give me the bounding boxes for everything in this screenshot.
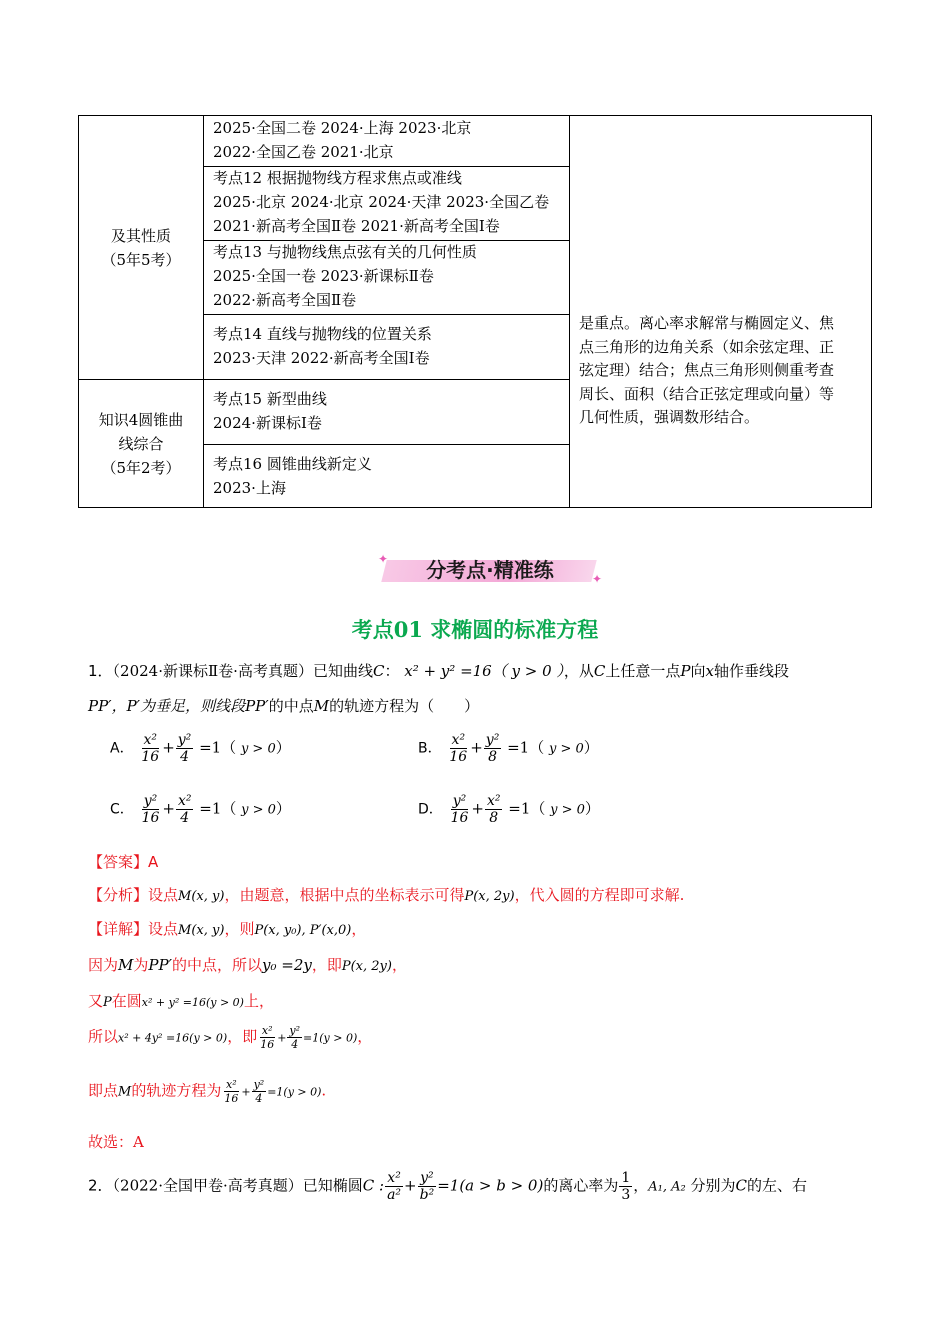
detail-2: 因为M为PP′的中点，所以y₀ =2y，即P(x, 2y)， [88, 956, 407, 974]
section-banner: ✦ ✦ 分考点·精准练 [378, 552, 603, 586]
exam-table [78, 115, 872, 508]
q2-stem: 2．（2022·全国甲卷·高考真题）已知椭圆C : $\frac{\text{x²}}{\text{a²}}$ + $\frac{\text{y²}}{\text{b²}}$ =1(a > b > 0)的离心率为 $\frac{1}{3}$ ，A₁, A₂ 分别为C的左、右 [88, 1170, 808, 1203]
option-d[interactable]: D． $\frac{\text{y²}}{16}$ + $\frac{\text{x²}}{8}$ =1（ y > 0） [418, 793, 600, 826]
q1-stem-2: PP′，P′为垂足，则线段PP′的中点M的轨迹方程为（ ） [88, 697, 480, 715]
option-b[interactable]: B． $\frac{\text{x²}}{16}$ + $\frac{\text{y²}}{8}$ =1（ y > 0） [418, 732, 599, 765]
detail-3: 又P在圆x² + y² =16(y > 0)上， [88, 992, 274, 1010]
sparkle-icon: ✦ [378, 552, 389, 566]
option-a[interactable]: A． $\frac{\text{x²}}{16}$ + $\frac{\text{y²}}{4}$ =1（ y > 0） [110, 732, 291, 765]
option-c[interactable]: C． $\frac{\text{y²}}{16}$ + $\frac{\text{x²}}{4}$ =1（ y > 0） [110, 793, 291, 826]
table-row: 考点14 直线与抛物线的位置关系 2023·天津 2022·新高考全国Ⅰ卷 [213, 325, 432, 367]
section-title: 考点01 求椭圆的标准方程 [351, 617, 599, 642]
table-row: 考点15 新型曲线 2024·新课标Ⅰ卷 [213, 390, 327, 432]
detail-4: 所以x² + 4y² =16(y > 0)，即 $\frac{\text{x²}}{16}$ + $\frac{\text{y²}}{4}$ =1(y > 0)， [88, 1024, 373, 1051]
knowledge-group-1: 及其性质 （5年5考） [101, 227, 181, 269]
analysis: 【分析】设点M(x, y)，由题意，根据中点的坐标表示可得P(x, 2y)，代入圆的方程即可求解. [88, 886, 685, 904]
q1-stem: 1．（2024·新课标Ⅱ卷·高考真题）已知曲线C： x² + y² =16（ y > 0 ），从C上任意一点P向x轴作垂线段 [88, 662, 789, 680]
sparkle-icon: ✦ [592, 572, 603, 586]
exam-analysis: 是重点。离心率求解常与椭圆定义、焦 点三角形的边角关系（如余弦定理、正 弦定理）结合；焦点三角形则侧重考查 周长、面积（结合正弦定理或向量）等 几何性质，强调数形结合。 [579, 314, 835, 426]
table-row: 2025·全国二卷 2024·上海 2023·北京 2022·全国乙卷 2021·北京 [213, 119, 472, 161]
table-row: 考点12 根据抛物线方程求焦点或准线 2025·北京 2024·北京 2024·天津 2023·全国乙卷 2021·新高考全国Ⅱ卷 2021·新高考全国Ⅰ卷 [213, 169, 550, 235]
detail-1: 【详解】设点M(x, y)，则P(x, y₀), P′(x,0)， [88, 920, 367, 938]
detail-5: 即点M的轨迹方程为 $\frac{\text{x²}}{16}$ + $\frac{\text{y²}}{4}$ =1(y > 0). [88, 1078, 327, 1105]
knowledge-group-2: 知识4圆锥曲 线综合 （5年2考） [98, 411, 184, 477]
table-row: 考点16 圆锥曲线新定义 2023·上海 [213, 455, 372, 497]
answer: 【答案】A [88, 853, 159, 871]
table-row: 考点13 与抛物线焦点弦有关的几何性质 2025·全国一卷 2023·新课标Ⅱ卷 2022·新高考全国Ⅱ卷 [213, 243, 477, 309]
final-answer: 故选：A [88, 1133, 144, 1151]
